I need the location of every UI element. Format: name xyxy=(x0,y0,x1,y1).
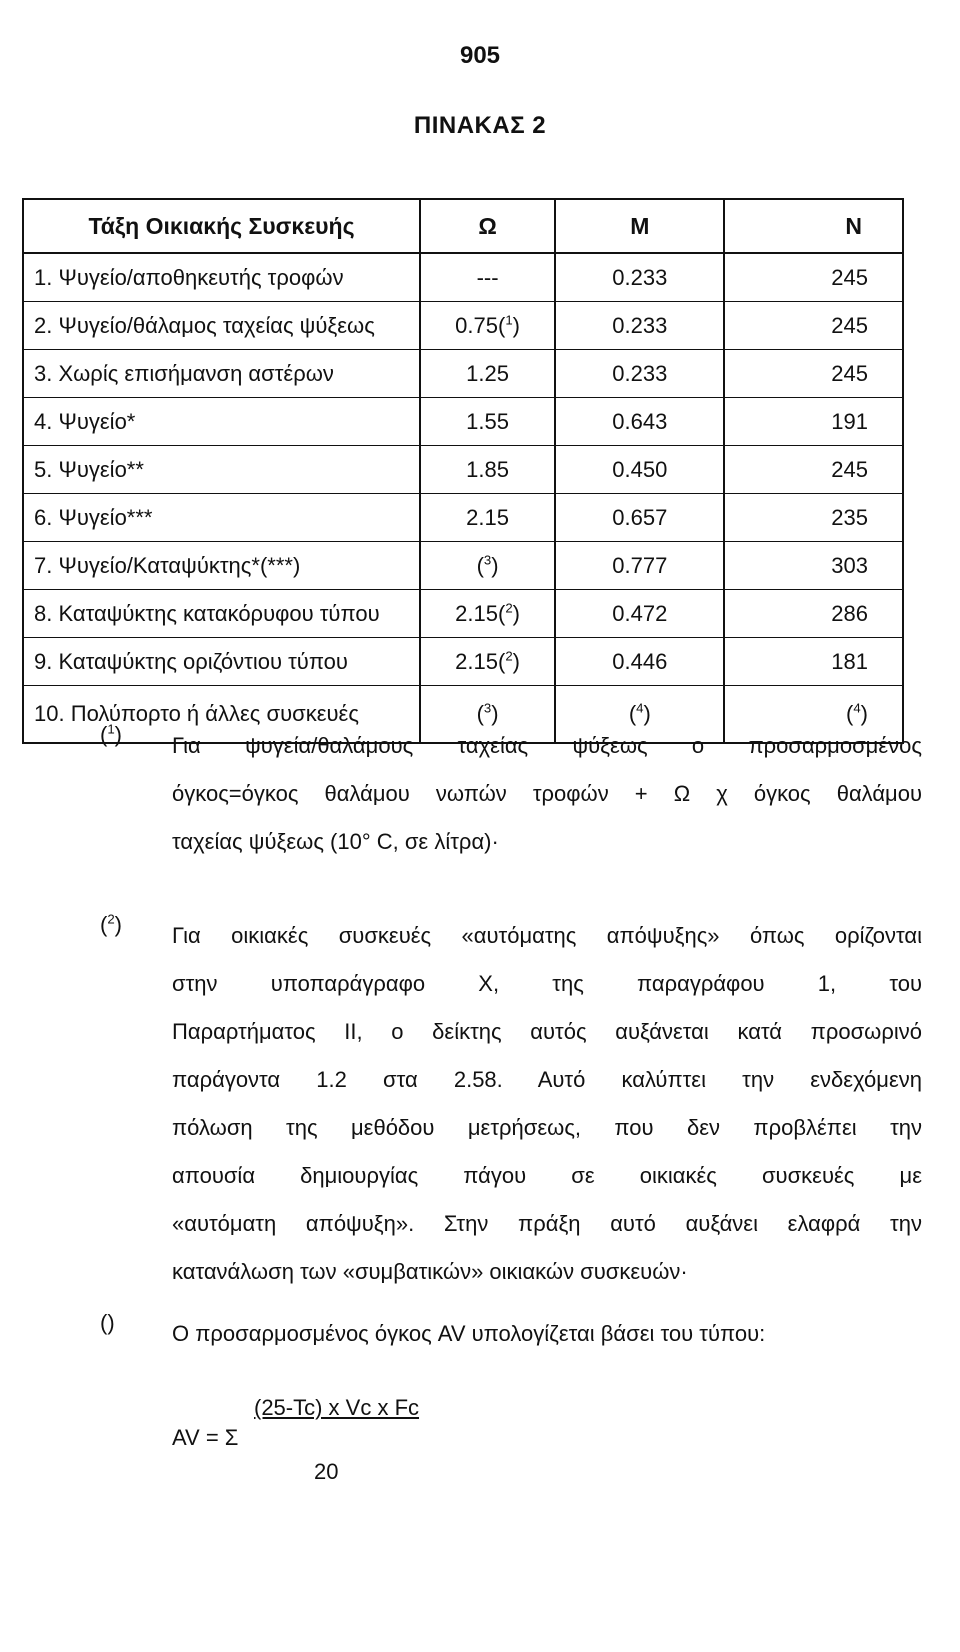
formula-denominator: 20 xyxy=(314,1459,339,1484)
cell-omega: 2.15($^2$) xyxy=(420,638,555,686)
cell-m: 0.472 xyxy=(555,590,724,638)
footnote-2-text xyxy=(172,912,922,1296)
cell-m: 0.643 xyxy=(555,398,724,446)
table-row xyxy=(23,590,903,638)
cell-n: 245 xyxy=(724,446,903,494)
cell-m: 0.777 xyxy=(555,542,724,590)
cell-omega: 2.15($^2$) xyxy=(420,590,555,638)
footnote-1-marker: ($^1$) xyxy=(100,721,122,747)
footnote-line: παράγοντα 1.2 στα 2.58. Αυτό καλύπτει την ενδεχόμενη xyxy=(172,1067,922,1092)
footnote-2-marker: ($^2$) xyxy=(100,911,122,937)
footnote-3-text xyxy=(172,1310,922,1358)
cell-appliance-class: 3. Χωρίς επισήμανση αστέρων xyxy=(23,350,420,398)
cell-omega: --- xyxy=(420,253,555,302)
header-n: N xyxy=(724,199,903,253)
cell-n: 303 xyxy=(724,542,903,590)
cell-omega: ($^3$) xyxy=(420,542,555,590)
table-title: ΠΙΝΑΚΑΣ 2 xyxy=(413,112,547,139)
cell-omega: 0.75($^1$) xyxy=(420,302,555,350)
cell-omega: 1.55 xyxy=(420,398,555,446)
table-row xyxy=(23,398,903,446)
cell-appliance-class: 4. Ψυγείο* xyxy=(23,398,420,446)
footnote-line: όγκος=όγκος θαλάμου νωπών τροφών + Ω χ όγκος θαλάμου xyxy=(172,781,922,806)
table-row xyxy=(23,446,903,494)
header-appliance-class: Τάξη Οικιακής Συσκευής xyxy=(23,199,420,253)
cell-omega: 1.25 xyxy=(420,350,555,398)
cell-n: 235 xyxy=(724,494,903,542)
table-row xyxy=(23,350,903,398)
appliance-class-table xyxy=(22,198,904,744)
footnote-line: Παραρτήματος ΙΙ, ο δείκτης αυτός αυξάνεται κατά προσωρινό xyxy=(172,1019,922,1044)
cell-n: 181 xyxy=(724,638,903,686)
cell-appliance-class: 7. Ψυγείο/Καταψύκτης*(***) xyxy=(23,542,420,590)
footnote-line: απουσία δημιουργίας πάγου σε οικιακές συσκευές με xyxy=(172,1163,922,1188)
formula-lhs: AV = Σ xyxy=(172,1425,239,1450)
footnote-line: Ο προσαρμοσμένος όγκος AV υπολογίζεται βάσει του τύπου: xyxy=(172,1321,766,1346)
page-number: 905 xyxy=(459,42,501,69)
table-row xyxy=(23,494,903,542)
cell-m: 0.233 xyxy=(555,350,724,398)
cell-appliance-class: 1. Ψυγείο/αποθηκευτής τροφών xyxy=(23,253,420,302)
cell-n: 191 xyxy=(724,398,903,446)
cell-appliance-class: 5. Ψυγείο** xyxy=(23,446,420,494)
footnote-line: Για ψυγεία/θαλάμους ταχείας ψύξεως ο προσαρμοσμένος xyxy=(172,733,922,758)
cell-omega: 2.15 xyxy=(420,494,555,542)
cell-n: 245 xyxy=(724,302,903,350)
footnote-3-marker: () xyxy=(100,1310,115,1335)
cell-n: 286 xyxy=(724,590,903,638)
cell-omega: ($^3$) xyxy=(420,686,555,744)
table-body xyxy=(23,253,903,743)
footnote-1-text xyxy=(172,722,922,866)
cell-appliance-class: 10. Πολύπορτο ή άλλες συσκευές xyxy=(23,686,420,744)
cell-appliance-class: 2. Ψυγείο/θάλαμος ταχείας ψύξεως xyxy=(23,302,420,350)
header-m: M xyxy=(555,199,724,253)
footnote-line: πόλωση της μεθόδου μετρήσεως, που δεν προβλέπει την xyxy=(172,1115,922,1140)
footnote-line: κατανάλωση των «συμβατικών» οικιακών συσκευών· xyxy=(172,1259,688,1284)
table-header-row xyxy=(23,199,903,253)
table-row xyxy=(23,253,903,302)
cell-appliance-class: 8. Καταψύκτης κατακόρυφου τύπου xyxy=(23,590,420,638)
cell-m: 0.657 xyxy=(555,494,724,542)
cell-m: 0.450 xyxy=(555,446,724,494)
cell-omega: 1.85 xyxy=(420,446,555,494)
cell-n: 245 xyxy=(724,253,903,302)
footnote-line: Για οικιακές συσκευές «αυτόματης απόψυξης» όπως ορίζονται xyxy=(172,923,922,948)
footnote-line: στην υποπαράγραφο Χ, της παραγράφου 1, του xyxy=(172,971,922,996)
cell-m: 0.233 xyxy=(555,253,724,302)
table-row xyxy=(23,302,903,350)
cell-n: 245 xyxy=(724,350,903,398)
cell-m: ($^4$) xyxy=(555,686,724,744)
cell-appliance-class: 6. Ψυγείο*** xyxy=(23,494,420,542)
footnote-line: ταχείας ψύξεως (10° C, σε λίτρα)· xyxy=(172,829,499,854)
cell-m: 0.446 xyxy=(555,638,724,686)
footnote-line: «αυτόματη απόψυξη». Στην πράξη αυτό αυξάνει ελαφρά την xyxy=(172,1211,922,1236)
header-omega: Ω xyxy=(420,199,555,253)
table-row xyxy=(23,638,903,686)
formula-numerator: (25-Tc) x Vc x Fc xyxy=(254,1395,420,1420)
cell-appliance-class: 9. Καταψύκτης οριζόντιου τύπου xyxy=(23,638,420,686)
table-row xyxy=(23,542,903,590)
cell-n: ($^4$) xyxy=(724,686,903,744)
cell-m: 0.233 xyxy=(555,302,724,350)
